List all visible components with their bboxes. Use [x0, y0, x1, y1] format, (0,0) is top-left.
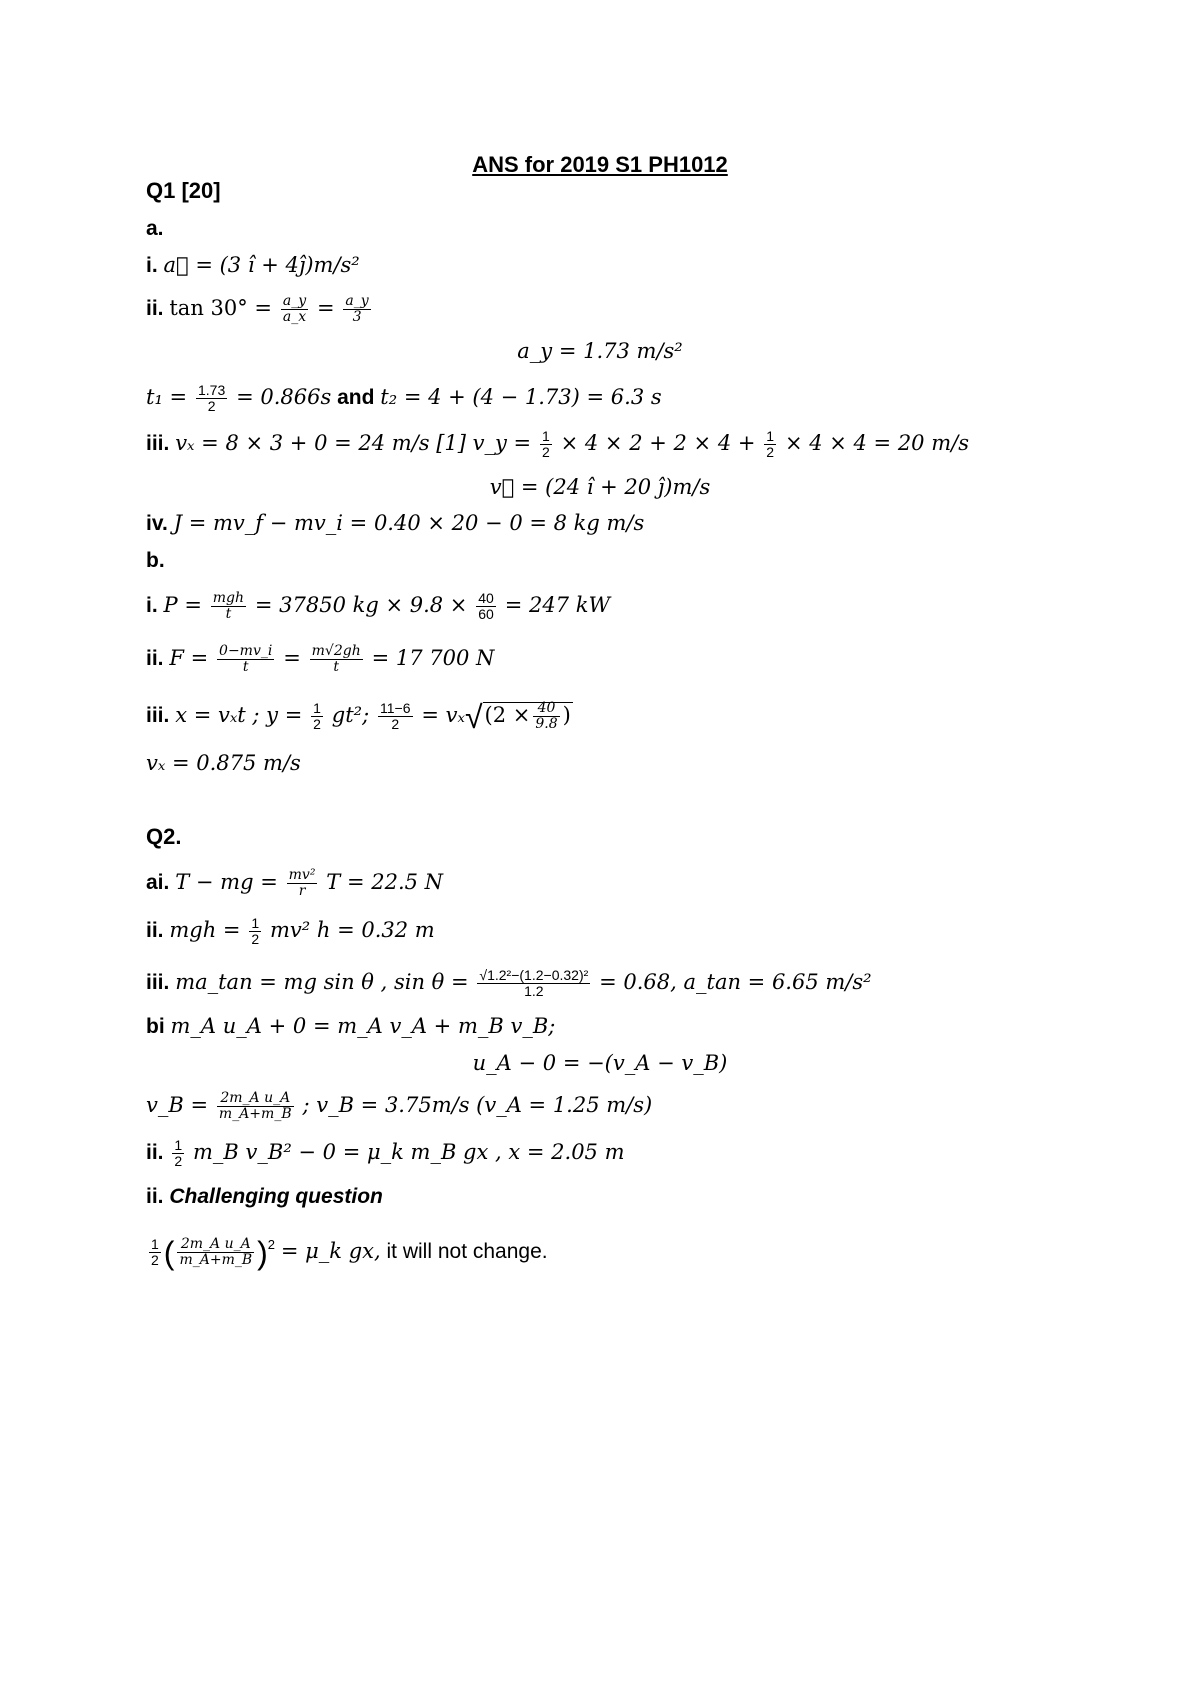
q2-ii-friction: ii. $\frac{1}{2}$ m_B v_B² − 0 = μ_k m_B gx , x = 2.05 m — [146, 1136, 625, 1169]
q2-challenge-heading: ii. Challenging question — [146, 1185, 383, 1208]
q2-ii: ii. mgh = $\frac{1}{2}$ mv² h = 0.32 m — [146, 914, 435, 947]
q2-bi-eq2: u_A − 0 = −(v_A − v_B) — [472, 1051, 728, 1075]
q1-velocity-vector: v⃗ = (24 î + 20 ĵ)m/s — [489, 475, 711, 499]
q2-vb: v_B = $\frac{\text{2m\_A u\_A}}{m\_A+m\_B}$ ; v_B = 3.75m/s (v_A = 1.25 m/s) — [146, 1089, 653, 1122]
q2-iii: iii. ma_tan = mg sin θ , sin θ = $\frac{\text{√1.2²−(1.2−0.32)²}}{1.2}$ = 0.68, a_tan = 6.65 m/s² — [146, 966, 872, 999]
q2-challenge-answer: $\frac{1}{2}$ ( $\frac{\text{2m\_A u\_A}}{m\_A+m\_B}$ )$^2$ = μ_k gx, it will not change. — [151, 1235, 548, 1271]
q1-vx-result: vₓ = 0.875 m/s — [146, 751, 301, 775]
q1-b-ii: ii. F = $\frac{0-mv\_i}{t}$ = $\frac{m√2gh}{t}$ = 17 700 N — [146, 642, 495, 675]
q2-bi: bi m_A u_A + 0 = m_A v_A + m_B v_B; — [146, 1014, 556, 1038]
q2-ai: ai. T − mg = $\frac{\text{mv²}}{r}$ T = 22.5 N — [146, 866, 444, 899]
q1-ay-result: a_y = 1.73 m/s² — [517, 339, 683, 363]
q1-a-ii: ii. tan 30° = $\frac{a\_y}{a\_x}$ = $\frac{a\_y}{3}$ — [146, 292, 369, 325]
q1-a-iii: iii. vₓ = 8 × 3 + 0 = 24 m/s [1] v_y = $\frac{1}{2}$ × 4 × 2 + 2 × 4 + $\frac{1}{2}$ × 4 × 4 = 20 m/s — [146, 427, 969, 460]
q2-heading: Q2. — [146, 824, 182, 849]
q1-b-iii: iii. x = vₓt ; y = $\frac{1}{2}$ gt²; $\frac{11-6}{2}$ = vₓ√(2 × $\frac{40}{9.8}$ ) — [146, 699, 571, 735]
q1-b-label: b. — [146, 549, 165, 572]
page-title: ANS for 2019 S1 PH1012 — [472, 152, 728, 177]
q1-times: t₁ = $\frac{1.73}{2}$ = 0.866s and t₂ = 4 + (4 − 1.73) = 6.3 s — [146, 381, 662, 414]
q1-a-iv: iv. J = mv_f − mv_i = 0.40 × 20 − 0 = 8 kg m/s — [146, 511, 645, 535]
q1-a-label: a. — [146, 217, 164, 240]
q1-b-i: i. P = $\frac{\text{mgh}}{t}$ = 37850 kg × 9.8 × $\frac{40}{60}$ = 247 kW — [146, 589, 611, 622]
q1-a-i: i. a⃗ = (3 î + 4ĵ)m/s² — [146, 253, 360, 277]
q1-heading: Q1 [20] — [146, 178, 221, 203]
